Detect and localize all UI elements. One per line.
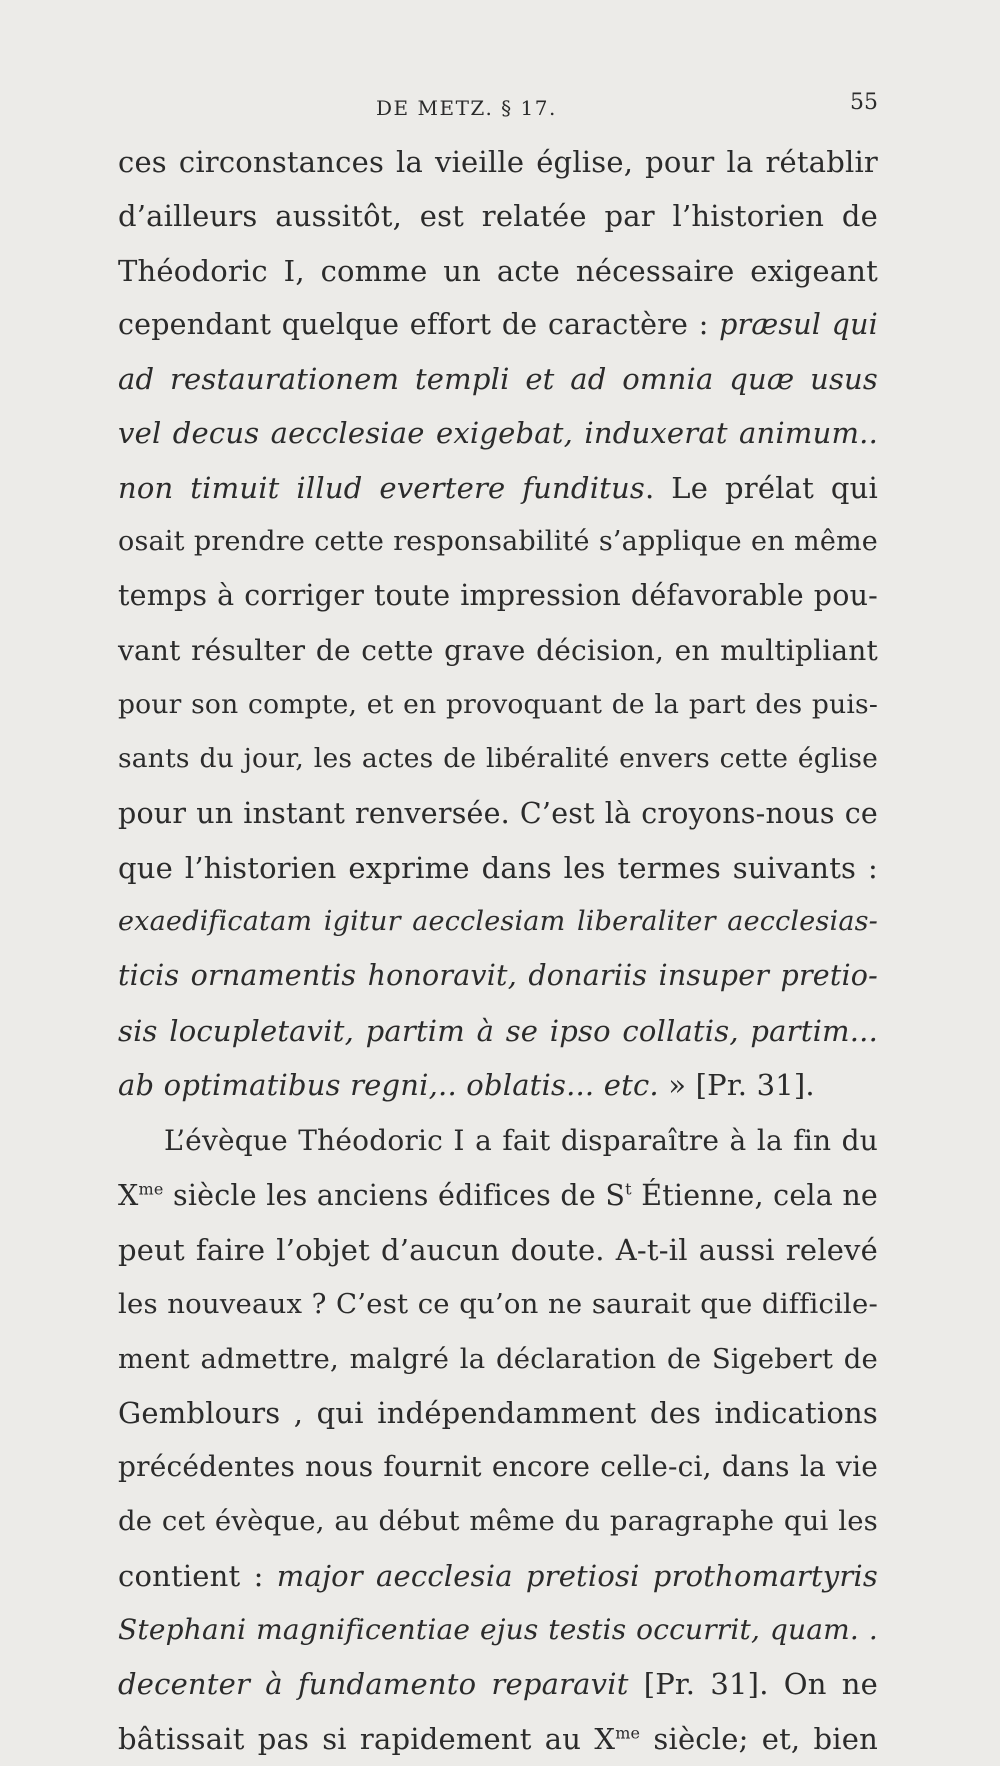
text-line: sants du jour, les actes de libéralité envers cette église: [118, 743, 878, 775]
running-title: DE METZ. § 17.: [376, 96, 557, 120]
text-line: les nouveaux ? C’est ce qu’on ne saurait que difficile-: [118, 1288, 878, 1321]
latin-quote: non timuit illud evertere funditus: [118, 470, 645, 505]
superscript: me: [138, 1179, 164, 1199]
superscript: me: [615, 1722, 641, 1742]
text-line: vant résulter de cette grave décision, en multipliant: [118, 633, 878, 667]
body-text: [118, 135, 878, 1766]
text-line: d’ailleurs aussitôt, est relatée par l’historien de: [118, 199, 878, 234]
latin-quote: decenter à fundamento reparavit: [118, 1667, 629, 1702]
latin-quote: exaedificatam igitur aecclesiam liberaliter aecclesias-: [118, 906, 878, 938]
text-line: osait prendre cette responsabilité s’applique en même: [118, 526, 878, 558]
running-head: [118, 88, 878, 128]
superscript: t: [625, 1179, 632, 1199]
text-line: que l’historien exprime dans les termes suivants :: [118, 850, 878, 885]
text-line: [118, 406, 878, 460]
text-line: [118, 1169, 878, 1223]
latin-quote: ab optimatibus regni,.. oblatis... etc.: [118, 1068, 659, 1103]
text-run: Étienne, cela ne: [631, 1178, 878, 1212]
latin-quote: vel decus aecclesiae exigebat, induxerat animum..: [118, 416, 878, 451]
latin-quote: major aecclesia pretiosi prothomartyris: [276, 1558, 878, 1593]
latin-quote: præsul qui: [719, 307, 878, 341]
text-line: [118, 1657, 878, 1711]
text-line: L’évèque Théodoric I a fait disparaître à la fin du: [164, 1124, 878, 1158]
text-line: pour un instant renversée. C’est là croyons-nous ce: [118, 796, 878, 830]
text-line: [118, 298, 878, 352]
text-run: [Pr. 31]. On ne: [628, 1667, 878, 1702]
latin-quote: sis locupletavit, partim à se ipso collatis, partim...: [118, 1013, 878, 1048]
text-line: [118, 1549, 878, 1603]
text-run: cependant quelque effort de caractère :: [118, 307, 720, 341]
text-run: siècle; et, bien: [640, 1721, 878, 1756]
citation: » [Pr. 31].: [658, 1068, 815, 1103]
text-line: [118, 461, 878, 515]
text-line: [118, 1004, 878, 1058]
text-line: [118, 949, 878, 1003]
latin-quote: ad restaurationem templi et ad omnia quæ usus: [118, 362, 878, 397]
paragraph-1: [118, 135, 878, 1112]
text-line: Gemblours , qui indépendamment des indications: [118, 1395, 878, 1430]
text-line: pour son compte, et en provoquant de la part des puis-: [118, 688, 878, 720]
text-line: [118, 1603, 878, 1657]
text-run: contient :: [118, 1558, 277, 1593]
text-line: Théodoric I, comme un acte nécessaire exigeant: [118, 253, 878, 288]
text-line: précédentes nous fournit encore celle-ci, dans la vie: [118, 1450, 878, 1484]
latin-quote: Stephani magnificentiae ejus testis occurrit, quam. .: [118, 1613, 878, 1647]
text-line: temps à corriger toute impression défavorable pou-: [118, 579, 878, 613]
text-run: . Le prélat qui: [645, 470, 879, 505]
paragraph-2: [118, 1114, 878, 1766]
text-run: bâtissait pas si rapidement au X: [118, 1721, 616, 1756]
latin-quote: ticis ornamentis honoravit, donariis insuper pretio-: [118, 959, 878, 993]
text-line: ment admettre, malgré la déclaration de Sigebert de: [118, 1342, 878, 1375]
text-line: peut faire l’objet d’aucun doute. A-t-il aussi relevé: [118, 1232, 878, 1267]
text-line: [118, 895, 878, 949]
text-line: ces circonstances la vieille église, pour la rétablir: [118, 145, 878, 179]
text-run: X: [118, 1178, 139, 1212]
text-line: [118, 1058, 878, 1112]
text-line: [118, 1712, 878, 1766]
text-line: [118, 352, 878, 406]
page-number: 55: [850, 90, 878, 115]
text-run: siècle les anciens édifices de S: [163, 1178, 626, 1212]
text-line: de cet évèque, au début même du paragraphe qui les: [118, 1505, 878, 1538]
